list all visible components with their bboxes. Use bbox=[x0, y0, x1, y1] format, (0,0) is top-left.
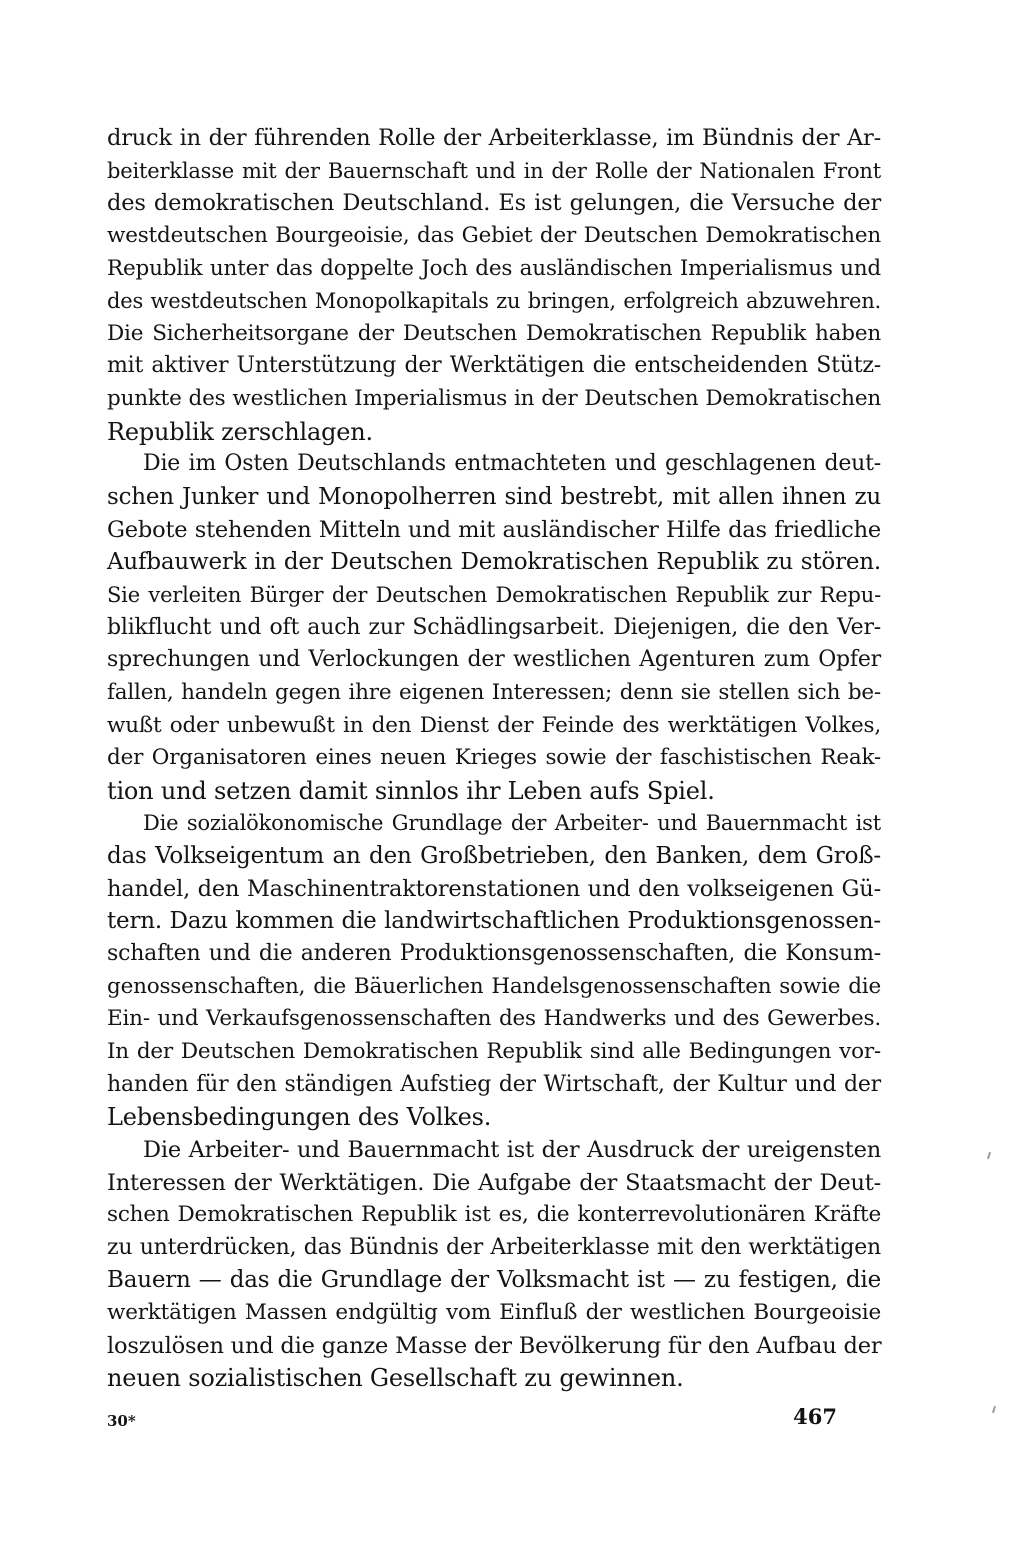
text-line: neuen sozialistischen Gesellschaft zu gewinnen. bbox=[107, 1364, 684, 1393]
text-line: fallen, handeln gegen ihre eigenen Interessen; denn sie stellen sich be- bbox=[107, 679, 881, 705]
text-line: tern. Dazu kommen die landwirtschaftlichen Produktionsgenossen- bbox=[107, 908, 881, 935]
text-line: das Volkseigentum an den Großbetrieben, den Banken, dem Groß- bbox=[107, 843, 881, 870]
text-line: sprechungen und Verlockungen der westlichen Agenturen zum Opfer bbox=[107, 647, 881, 673]
page-footer bbox=[107, 1404, 837, 1434]
text-line: blikflucht und oft auch zur Schädlingsarbeit. Diejenigen, die den Ver- bbox=[107, 614, 881, 640]
text-line: der Organisatoren eines neuen Krieges sowie der faschistischen Reak- bbox=[107, 745, 881, 771]
text-line: des demokratischen Deutschland. Es ist gelungen, die Versuche der bbox=[107, 190, 881, 217]
text-line: werktätigen Massen endgültig vom Einfluß der westlichen Bourgeoisie bbox=[107, 1300, 881, 1326]
body-text bbox=[107, 122, 881, 1395]
text-line: Aufbauwerk in der Deutschen Demokratischen Republik zu stören. bbox=[107, 549, 881, 576]
scan-speck bbox=[992, 1406, 996, 1413]
paragraph-first-line: Die im Osten Deutschlands entmachteten und geschlagenen deut- bbox=[143, 451, 881, 477]
text-line: beiterklasse mit der Bauernschaft und in der Rolle der Nationalen Front bbox=[107, 158, 881, 183]
text-line: handel, den Maschinentraktorenstationen und den volkseigenen Gü- bbox=[107, 875, 881, 902]
text-line: Gebote stehenden Mitteln und mit ausländischer Hilfe das friedliche bbox=[107, 516, 881, 543]
paragraph-first-line: Die Arbeiter- und Bauernmacht ist der Ausdruck der ureigensten bbox=[143, 1136, 881, 1163]
text-line: wußt oder unbewußt in den Dienst der Feinde des werktätigen Volkes, bbox=[107, 712, 881, 738]
text-line: handen für den ständigen Aufstieg der Wirtschaft, der Kultur und der bbox=[107, 1071, 881, 1097]
text-line: Lebensbedingungen des Volkes. bbox=[107, 1103, 492, 1132]
text-line: Republik zerschlagen. bbox=[107, 417, 373, 446]
text-line: schen Junker und Monopolherren sind bestrebt, mit allen ihnen zu bbox=[107, 484, 881, 511]
text-line: In der Deutschen Demokratischen Republik sind alle Bedingungen vor- bbox=[107, 1038, 881, 1064]
text-line: tion und setzen damit sinnlos ihr Leben aufs Spiel. bbox=[107, 776, 715, 805]
paragraph-first-line: Die sozialökonomische Grundlage der Arbeiter- und Bauernmacht ist bbox=[143, 811, 881, 836]
page-number: 467 bbox=[793, 1404, 837, 1429]
text-line: mit aktiver Unterstützung der Werktätigen die entscheidenden Stütz- bbox=[107, 353, 881, 379]
text-line: schaften und die anderen Produktionsgenossenschaften, die Konsum- bbox=[107, 941, 881, 967]
text-line: westdeutschen Bourgeoisie, das Gebiet der Deutschen Demokratischen bbox=[107, 222, 881, 248]
text-line: loszulösen und die ganze Masse der Bevölkerung für den Aufbau der bbox=[107, 1332, 882, 1359]
text-line: genossenschaften, die Bäuerlichen Handelsgenossenschaften sowie die bbox=[107, 973, 881, 999]
text-line: druck in der führenden Rolle der Arbeiterklasse, im Bündnis der Ar- bbox=[107, 125, 881, 151]
text-line: Sie verleiten Bürger der Deutschen Demokratischen Republik zur Repu- bbox=[107, 582, 881, 607]
text-line: Interessen der Werktätigen. Die Aufgabe der Staatsmacht der Deut- bbox=[107, 1169, 881, 1196]
text-line: Republik unter das doppelte Joch des ausländischen Imperialismus und bbox=[107, 255, 881, 281]
text-line: Die Sicherheitsorgane der Deutschen Demokratischen Republik haben bbox=[107, 320, 881, 346]
text-line: zu unterdrücken, das Bündnis der Arbeiterklasse mit den werktätigen bbox=[107, 1234, 881, 1260]
signature-mark: 30* bbox=[107, 1412, 136, 1430]
text-line: des westdeutschen Monopolkapitals zu bringen, erfolgreich abzuwehren. bbox=[107, 289, 881, 314]
text-line: schen Demokratischen Republik ist es, die konterrevolutionären Kräfte bbox=[107, 1202, 881, 1228]
text-line: Ein- und Verkaufsgenossenschaften des Handwerks und des Gewerbes. bbox=[107, 1006, 881, 1032]
scan-speck bbox=[987, 1152, 991, 1159]
text-line: Bauern — das die Grundlage der Volksmacht ist — zu festigen, die bbox=[107, 1267, 881, 1294]
text-line: punkte des westlichen Imperialismus in der Deutschen Demokratischen bbox=[107, 386, 881, 412]
